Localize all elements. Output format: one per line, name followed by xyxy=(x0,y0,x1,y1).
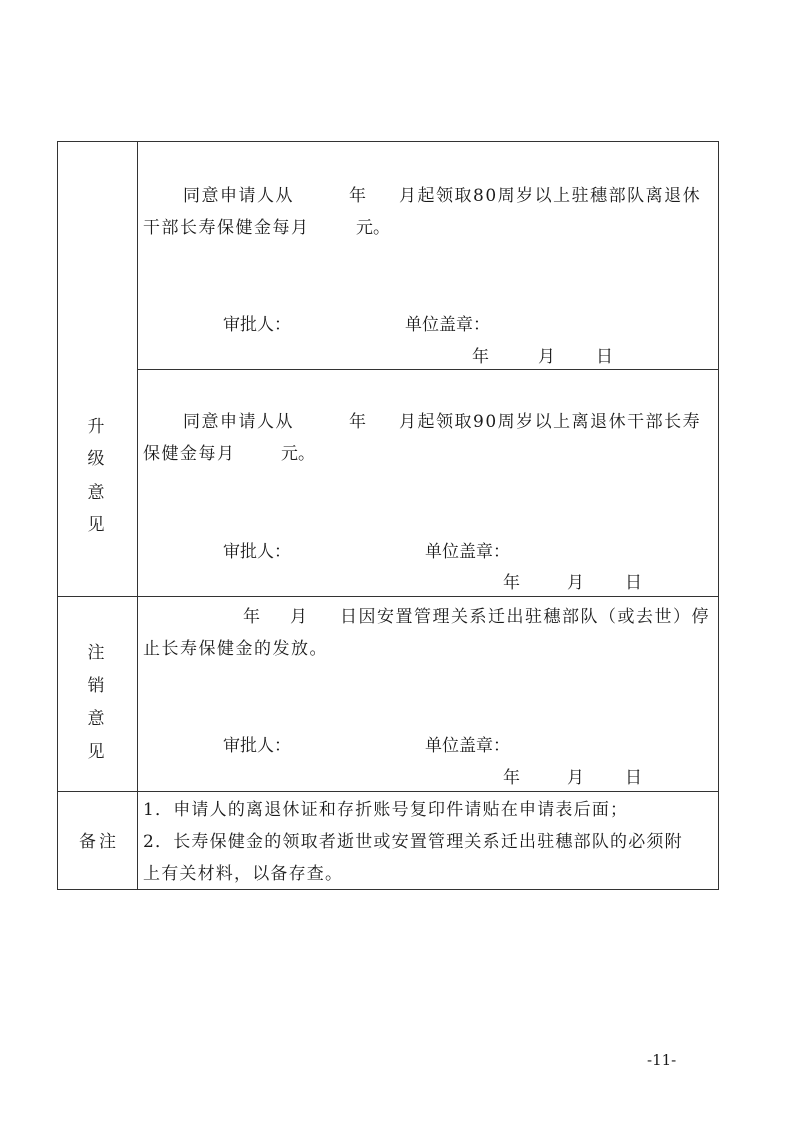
upgrade-label-char: 级 xyxy=(87,449,105,469)
table-top-border xyxy=(57,141,719,142)
cancel-line1-year: 年 xyxy=(243,607,260,627)
cancel-approver-label: 审批人： xyxy=(223,736,291,756)
cancel-line2: 止长寿保健金的发放。 xyxy=(143,639,328,659)
s90-line1-c: 月起领取90周岁以上离退休干部长寿 xyxy=(399,412,702,432)
cancel-seal-label: 单位盖章： xyxy=(425,736,510,756)
cancel-label-char: 销 xyxy=(87,676,105,696)
upgrade-label-char: 意 xyxy=(87,483,105,503)
s90-line2-a: 保健金每月 xyxy=(143,444,236,464)
remark-item-2b: 上有关材料，以备存查。 xyxy=(143,864,344,884)
s90-date-day: 日 xyxy=(625,573,642,593)
cancel-date-year: 年 xyxy=(503,768,520,788)
s80-line1-c: 月起领取80周岁以上驻穗部队离退休 xyxy=(399,186,702,206)
row-divider-cancel-remarks xyxy=(57,791,719,792)
section-divider-80-90 xyxy=(137,369,719,370)
s90-date-year: 年 xyxy=(503,573,520,593)
s90-seal-label: 单位盖章： xyxy=(425,542,510,562)
table-bottom-border xyxy=(57,889,719,890)
s90-date-month: 月 xyxy=(567,573,584,593)
upgrade-label-char: 升 xyxy=(87,417,105,437)
remark-item-2a: 2．长寿保健金的领取者逝世或安置管理关系迁出驻穗部队的必须附 xyxy=(143,832,683,852)
cancel-line1-rest: 日因安置管理关系迁出驻穗部队（或去世）停 xyxy=(340,607,710,627)
page-number: -11- xyxy=(647,1051,677,1069)
s80-date-day: 日 xyxy=(596,347,613,367)
s90-line2-yuan: 元。 xyxy=(281,444,315,464)
cancel-date-month: 月 xyxy=(567,768,584,788)
upgrade-label-char: 见 xyxy=(87,515,105,535)
s90-approver-label: 审批人： xyxy=(223,542,291,562)
s80-date-year: 年 xyxy=(472,347,489,367)
s90-line1-year: 年 xyxy=(349,412,366,432)
cancel-label-char: 意 xyxy=(87,709,105,729)
cancel-label-char: 注 xyxy=(87,643,105,663)
s80-approver-label: 审批人： xyxy=(223,315,291,335)
s80-line1-year: 年 xyxy=(349,186,366,206)
table-right-border xyxy=(718,141,719,890)
s80-seal-label: 单位盖章： xyxy=(405,315,490,335)
cancel-label-char: 见 xyxy=(87,742,105,762)
label-column-divider xyxy=(137,141,138,890)
table-left-border xyxy=(57,141,58,890)
s80-line2-a: 干部长寿保健金每月 xyxy=(143,218,310,238)
s80-line2-yuan: 元。 xyxy=(356,218,390,238)
remark-item-1: 1．申请人的离退休证和存折账号复印件请贴在申请表后面； xyxy=(143,800,629,820)
cancel-line1-month: 月 xyxy=(290,607,307,627)
s80-date-month: 月 xyxy=(538,347,555,367)
s80-line1-a: 同意申请人从 xyxy=(183,186,294,206)
s90-line1-a: 同意申请人从 xyxy=(183,412,294,432)
cancel-date-day: 日 xyxy=(625,768,642,788)
remarks-label: 备注 xyxy=(79,832,119,852)
row-divider-upgrade-cancel xyxy=(57,596,719,597)
